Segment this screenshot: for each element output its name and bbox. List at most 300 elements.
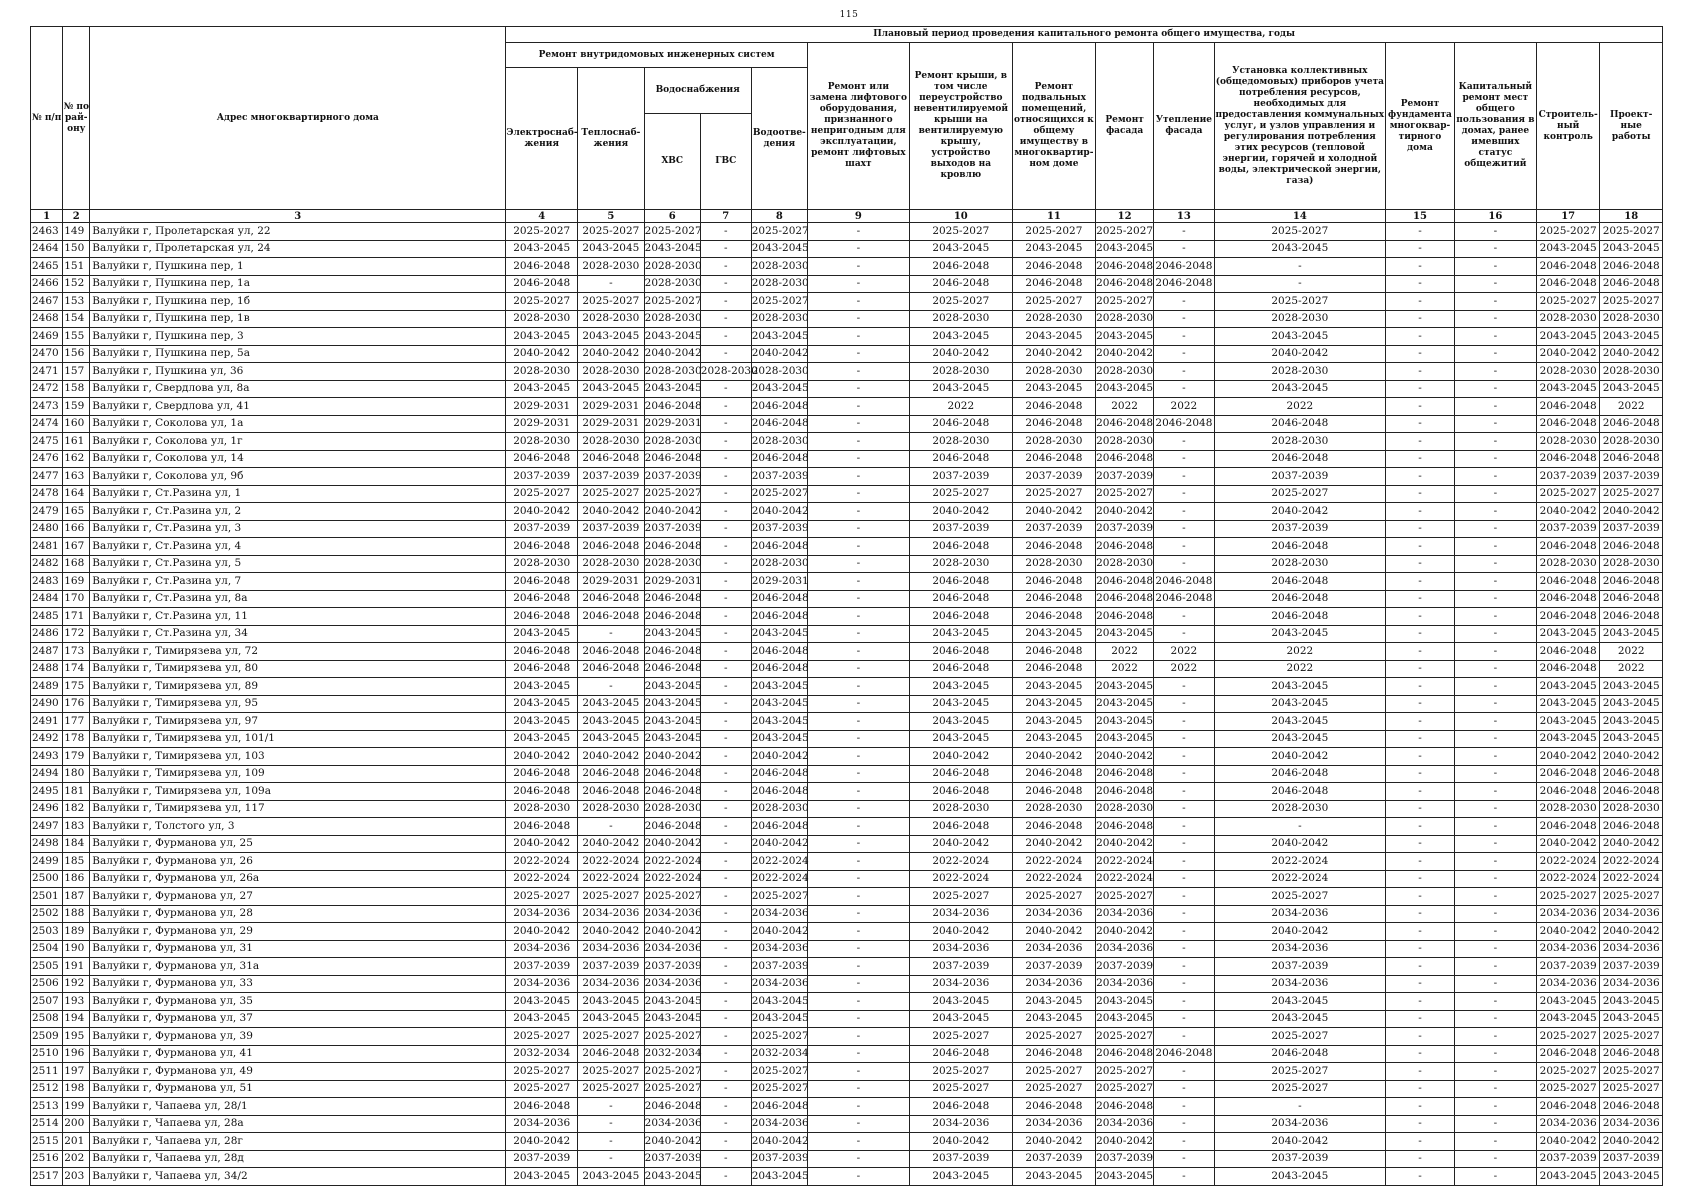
cell-foundation: - [1386,1028,1455,1046]
row-address: Валуйки г, Чапаева ул, 28/1 [90,1098,506,1116]
table-row [31,240,1663,258]
cell-drainage: 2043-2045 [751,713,807,731]
cell-design-works: 2028-2030 [1600,800,1663,818]
cell-meters: - [1214,275,1386,293]
cell-electric: 2034-2036 [506,975,578,993]
cell-facade: 2046-2048 [1096,818,1154,836]
cell-electric: 2025-2027 [506,1080,578,1098]
cell-construction-control: 2043-2045 [1536,1168,1599,1186]
cell-insulation: - [1154,818,1214,836]
cell-insulation: - [1154,870,1214,888]
cell-dormitory: - [1454,415,1536,433]
cell-dormitory: - [1454,310,1536,328]
cell-roof: 2043-2045 [909,625,1012,643]
table-row [31,433,1663,451]
cell-electric: 2046-2048 [506,538,578,556]
cell-insulation: - [1154,905,1214,923]
cell-elevator: - [807,573,909,591]
cell-foundation: - [1386,625,1455,643]
cell-cold-water: 2043-2045 [644,240,700,258]
cell-dormitory: - [1454,223,1536,241]
row-num-pp: 2497 [31,818,63,836]
cell-cold-water: 2046-2048 [644,1098,700,1116]
cell-foundation: - [1386,695,1455,713]
cell-insulation: - [1154,293,1214,311]
row-num-district: 200 [63,1115,90,1133]
table-row [31,870,1663,888]
cell-cold-water: 2029-2031 [644,573,700,591]
header-roof: Ремонт крыши, в том числе переустройство невентилируемой крыши на вентилируемую крышу, устройство выходов на кровлю [909,43,1012,210]
row-address: Валуйки г, Тимирязева ул, 97 [90,713,506,731]
cell-heat: 2022-2024 [578,870,645,888]
row-num-district: 203 [63,1168,90,1186]
cell-insulation: 2046-2048 [1154,590,1214,608]
header-facade: Ремонт фасада [1096,43,1154,210]
header-meters: Установка коллективных (общедомовых) приборов учета потребления ресурсов, необходимых для предоставления коммунальных услуг, и узлов управления и регулирования потребления этих ресурсов (тепловой энергии, горячей и холодной воды, электрической энергии, газа) [1214,43,1386,210]
table-row [31,1133,1663,1151]
row-num-pp: 2469 [31,328,63,346]
cell-design-works: 2046-2048 [1600,818,1663,836]
cell-hot-water: - [700,958,751,976]
table-row [31,468,1663,486]
row-num-pp: 2464 [31,240,63,258]
cell-drainage: 2046-2048 [751,783,807,801]
cell-cold-water: 2043-2045 [644,730,700,748]
cell-dormitory: - [1454,1115,1536,1133]
row-address: Валуйки г, Фурманова ул, 41 [90,1045,506,1063]
cell-electric: 2043-2045 [506,695,578,713]
row-num-district: 201 [63,1133,90,1151]
cell-insulation: - [1154,380,1214,398]
cell-design-works: 2034-2036 [1600,905,1663,923]
table-row [31,538,1663,556]
cell-hot-water: - [700,853,751,871]
row-num-district: 180 [63,765,90,783]
cell-design-works: 2046-2048 [1600,1045,1663,1063]
cell-meters: 2043-2045 [1214,713,1386,731]
cell-heat: 2046-2048 [578,538,645,556]
row-num-pp: 2487 [31,643,63,661]
cell-cold-water: 2046-2048 [644,765,700,783]
cell-electric: 2025-2027 [506,485,578,503]
cell-heat: - [578,1098,645,1116]
cell-cold-water: 2037-2039 [644,468,700,486]
cell-facade: 2025-2027 [1096,1080,1154,1098]
cell-basement: 2025-2027 [1012,485,1095,503]
cell-roof: 2040-2042 [909,748,1012,766]
cell-cold-water: 2043-2045 [644,993,700,1011]
cell-heat: 2025-2027 [578,1080,645,1098]
row-num-pp: 2471 [31,363,63,381]
cell-elevator: - [807,800,909,818]
cell-cold-water: 2034-2036 [644,905,700,923]
cell-insulation: - [1154,608,1214,626]
cell-design-works: 2034-2036 [1600,1115,1663,1133]
cell-electric: 2040-2042 [506,923,578,941]
row-num-pp: 2490 [31,695,63,713]
cell-meters: 2043-2045 [1214,625,1386,643]
row-address: Валуйки г, Тимирязева ул, 101/1 [90,730,506,748]
cell-foundation: - [1386,975,1455,993]
cell-meters: 2022 [1214,660,1386,678]
cell-cold-water: 2040-2042 [644,345,700,363]
cell-drainage: 2034-2036 [751,1115,807,1133]
cell-design-works: 2025-2027 [1600,1063,1663,1081]
cell-meters: 2025-2027 [1214,888,1386,906]
cell-construction-control: 2040-2042 [1536,345,1599,363]
cell-construction-control: 2034-2036 [1536,940,1599,958]
cell-elevator: - [807,555,909,573]
cell-drainage: 2046-2048 [751,398,807,416]
cell-heat: 2034-2036 [578,905,645,923]
cell-drainage: 2040-2042 [751,1133,807,1151]
column-number: 12 [1096,210,1154,223]
cell-foundation: - [1386,328,1455,346]
row-num-district: 153 [63,293,90,311]
row-num-district: 161 [63,433,90,451]
cell-roof: 2040-2042 [909,503,1012,521]
cell-dormitory: - [1454,485,1536,503]
cell-foundation: - [1386,433,1455,451]
cell-roof: 2028-2030 [909,555,1012,573]
cell-construction-control: 2043-2045 [1536,625,1599,643]
cell-basement: 2046-2048 [1012,258,1095,276]
row-address: Валуйки г, Пушкина пер, 1а [90,275,506,293]
cell-design-works: 2040-2042 [1600,1133,1663,1151]
cell-foundation: - [1386,293,1455,311]
cell-roof: 2046-2048 [909,258,1012,276]
cell-dormitory: - [1454,730,1536,748]
cell-elevator: - [807,1063,909,1081]
row-address: Валуйки г, Чапаева ул, 28а [90,1115,506,1133]
cell-design-works: 2046-2048 [1600,1098,1663,1116]
cell-drainage: 2043-2045 [751,328,807,346]
row-num-district: 183 [63,818,90,836]
cell-meters: 2043-2045 [1214,730,1386,748]
cell-hot-water: - [700,573,751,591]
cell-design-works: 2046-2048 [1600,275,1663,293]
cell-foundation: - [1386,398,1455,416]
cell-design-works: 2040-2042 [1600,503,1663,521]
row-num-pp: 2509 [31,1028,63,1046]
row-num-pp: 2514 [31,1115,63,1133]
cell-construction-control: 2046-2048 [1536,450,1599,468]
header-address: Адрес многоквартирного дома [90,27,506,210]
cell-elevator: - [807,888,909,906]
cell-basement: 2034-2036 [1012,940,1095,958]
table-row [31,940,1663,958]
cell-design-works: 2025-2027 [1600,223,1663,241]
cell-drainage: 2046-2048 [751,608,807,626]
table-row [31,555,1663,573]
cell-basement: 2043-2045 [1012,240,1095,258]
header-design-works: Проект-ные работы [1600,43,1663,210]
cell-facade: 2034-2036 [1096,905,1154,923]
row-address: Валуйки г, Ст.Разина ул, 8а [90,590,506,608]
cell-drainage: 2025-2027 [751,888,807,906]
row-num-pp: 2481 [31,538,63,556]
table-row [31,258,1663,276]
row-num-pp: 2465 [31,258,63,276]
row-num-pp: 2493 [31,748,63,766]
cell-meters: 2040-2042 [1214,835,1386,853]
cell-cold-water: 2022-2024 [644,853,700,871]
cell-dormitory: - [1454,1063,1536,1081]
row-num-district: 165 [63,503,90,521]
cell-electric: 2043-2045 [506,993,578,1011]
cell-foundation: - [1386,380,1455,398]
cell-roof: 2028-2030 [909,800,1012,818]
cell-roof: 2025-2027 [909,223,1012,241]
cell-insulation: - [1154,310,1214,328]
cell-elevator: - [807,765,909,783]
cell-basement: 2022-2024 [1012,853,1095,871]
cell-electric: 2043-2045 [506,1010,578,1028]
cell-facade: 2028-2030 [1096,363,1154,381]
cell-electric: 2043-2045 [506,240,578,258]
cell-meters: 2025-2027 [1214,1063,1386,1081]
row-address: Валуйки г, Тимирязева ул, 95 [90,695,506,713]
row-address: Валуйки г, Фурманова ул, 31а [90,958,506,976]
cell-heat: - [578,1115,645,1133]
cell-roof: 2043-2045 [909,713,1012,731]
cell-cold-water: 2034-2036 [644,1115,700,1133]
row-num-district: 164 [63,485,90,503]
cell-drainage: 2037-2039 [751,1150,807,1168]
row-num-pp: 2478 [31,485,63,503]
cell-elevator: - [807,345,909,363]
cell-drainage: 2028-2030 [751,258,807,276]
cell-drainage: 2037-2039 [751,468,807,486]
cell-roof: 2046-2048 [909,275,1012,293]
row-num-district: 185 [63,853,90,871]
cell-foundation: - [1386,905,1455,923]
row-num-district: 156 [63,345,90,363]
cell-drainage: 2046-2048 [751,643,807,661]
cell-roof: 2046-2048 [909,608,1012,626]
cell-dormitory: - [1454,923,1536,941]
cell-foundation: - [1386,1133,1455,1151]
cell-foundation: - [1386,993,1455,1011]
cell-dormitory: - [1454,608,1536,626]
cell-design-works: 2043-2045 [1600,328,1663,346]
cell-facade: 2022-2024 [1096,853,1154,871]
cell-hot-water: - [700,818,751,836]
row-num-district: 178 [63,730,90,748]
cell-roof: 2025-2027 [909,1063,1012,1081]
row-address: Валуйки г, Ст.Разина ул, 2 [90,503,506,521]
cell-foundation: - [1386,503,1455,521]
row-num-pp: 2511 [31,1063,63,1081]
cell-design-works: 2025-2027 [1600,1028,1663,1046]
table-row [31,608,1663,626]
cell-drainage: 2040-2042 [751,923,807,941]
cell-heat: 2043-2045 [578,1010,645,1028]
row-num-pp: 2499 [31,853,63,871]
cell-foundation: - [1386,608,1455,626]
cell-construction-control: 2028-2030 [1536,800,1599,818]
cell-hot-water: - [700,345,751,363]
cell-elevator: - [807,993,909,1011]
cell-roof: 2025-2027 [909,1080,1012,1098]
cell-hot-water: - [700,520,751,538]
cell-heat: 2046-2048 [578,1045,645,1063]
row-address: Валуйки г, Ст.Разина ул, 34 [90,625,506,643]
cell-elevator: - [807,1028,909,1046]
cell-facade: 2034-2036 [1096,1115,1154,1133]
cell-hot-water: - [700,783,751,801]
cell-heat: 2046-2048 [578,608,645,626]
cell-construction-control: 2043-2045 [1536,1010,1599,1028]
cell-insulation: - [1154,1115,1214,1133]
cell-elevator: - [807,415,909,433]
cell-dormitory: - [1454,363,1536,381]
cell-basement: 2043-2045 [1012,695,1095,713]
table-row [31,923,1663,941]
cell-electric: 2046-2048 [506,450,578,468]
cell-design-works: 2046-2048 [1600,538,1663,556]
table-row [31,328,1663,346]
row-num-district: 152 [63,275,90,293]
cell-construction-control: 2037-2039 [1536,520,1599,538]
cell-insulation: 2046-2048 [1154,1045,1214,1063]
row-address: Валуйки г, Ст.Разина ул, 4 [90,538,506,556]
cell-design-works: 2028-2030 [1600,555,1663,573]
cell-construction-control: 2046-2048 [1536,1098,1599,1116]
header-cold-water: ХВС [644,114,700,210]
cell-dormitory: - [1454,538,1536,556]
cell-hot-water: - [700,555,751,573]
cell-design-works: 2046-2048 [1600,415,1663,433]
table-row [31,223,1663,241]
cell-drainage: 2028-2030 [751,363,807,381]
cell-facade: 2022 [1096,643,1154,661]
cell-elevator: - [807,835,909,853]
cell-roof: 2046-2048 [909,590,1012,608]
row-address: Валуйки г, Тимирязева ул, 80 [90,660,506,678]
cell-drainage: 2043-2045 [751,993,807,1011]
row-address: Валуйки г, Пушкина пер, 3 [90,328,506,346]
cell-basement: 2025-2027 [1012,223,1095,241]
cell-construction-control: 2043-2045 [1536,993,1599,1011]
cell-heat: 2028-2030 [578,363,645,381]
row-num-district: 197 [63,1063,90,1081]
cell-foundation: - [1386,835,1455,853]
row-address: Валуйки г, Ст.Разина ул, 7 [90,573,506,591]
cell-basement: 2043-2045 [1012,380,1095,398]
cell-insulation: - [1154,450,1214,468]
row-address: Валуйки г, Ст.Разина ул, 5 [90,555,506,573]
cell-basement: 2046-2048 [1012,818,1095,836]
cell-cold-water: 2034-2036 [644,940,700,958]
cell-elevator: - [807,625,909,643]
cell-basement: 2025-2027 [1012,1080,1095,1098]
row-num-district: 158 [63,380,90,398]
cell-hot-water: - [700,695,751,713]
cell-dormitory: - [1454,818,1536,836]
row-address: Валуйки г, Пушкина пер, 5а [90,345,506,363]
cell-foundation: - [1386,748,1455,766]
cell-drainage: 2043-2045 [751,1168,807,1186]
row-num-district: 172 [63,625,90,643]
cell-design-works: 2028-2030 [1600,310,1663,328]
cell-hot-water: - [700,765,751,783]
cell-elevator: - [807,1098,909,1116]
cell-basement: 2043-2045 [1012,625,1095,643]
cell-roof: 2034-2036 [909,905,1012,923]
cell-insulation: 2046-2048 [1154,573,1214,591]
table-row [31,345,1663,363]
cell-roof: 2046-2048 [909,1098,1012,1116]
table-row [31,713,1663,731]
cell-design-works: 2025-2027 [1600,1080,1663,1098]
cell-foundation: - [1386,345,1455,363]
cell-elevator: - [807,905,909,923]
row-address: Валуйки г, Фурманова ул, 29 [90,923,506,941]
cell-hot-water: - [700,730,751,748]
table-body [31,223,1663,1186]
cell-roof: 2046-2048 [909,765,1012,783]
cell-insulation: - [1154,975,1214,993]
cell-meters: 2043-2045 [1214,328,1386,346]
column-number: 6 [644,210,700,223]
cell-meters: - [1214,1098,1386,1116]
cell-facade: 2037-2039 [1096,1150,1154,1168]
cell-electric: 2032-2034 [506,1045,578,1063]
cell-drainage: 2025-2027 [751,1063,807,1081]
cell-design-works: 2043-2045 [1600,240,1663,258]
cell-basement: 2046-2048 [1012,538,1095,556]
cell-facade: 2046-2048 [1096,765,1154,783]
cell-construction-control: 2025-2027 [1536,293,1599,311]
cell-meters: 2034-2036 [1214,1115,1386,1133]
table-header [31,27,1663,223]
cell-facade: 2025-2027 [1096,1063,1154,1081]
cell-basement: 2046-2048 [1012,573,1095,591]
cell-dormitory: - [1454,380,1536,398]
cell-roof: 2025-2027 [909,293,1012,311]
cell-roof: 2046-2048 [909,415,1012,433]
cell-hot-water: - [700,503,751,521]
column-number: 14 [1214,210,1386,223]
cell-hot-water: - [700,678,751,696]
cell-foundation: - [1386,1063,1455,1081]
row-num-pp: 2488 [31,660,63,678]
cell-meters: 2043-2045 [1214,1010,1386,1028]
cell-hot-water: - [700,643,751,661]
cell-facade: 2028-2030 [1096,310,1154,328]
cell-electric: 2046-2048 [506,783,578,801]
cell-cold-water: 2025-2027 [644,888,700,906]
cell-foundation: - [1386,538,1455,556]
cell-facade: 2028-2030 [1096,800,1154,818]
cell-cold-water: 2028-2030 [644,363,700,381]
cell-drainage: 2025-2027 [751,293,807,311]
table-row [31,590,1663,608]
cell-insulation: - [1154,223,1214,241]
table-row [31,695,1663,713]
cell-electric: 2043-2045 [506,730,578,748]
cell-basement: 2025-2027 [1012,888,1095,906]
cell-basement: 2040-2042 [1012,923,1095,941]
row-num-pp: 2504 [31,940,63,958]
cell-design-works: 2022-2024 [1600,870,1663,888]
cell-hot-water: - [700,1080,751,1098]
cell-facade: 2046-2048 [1096,608,1154,626]
cell-construction-control: 2046-2048 [1536,643,1599,661]
cell-dormitory: - [1454,993,1536,1011]
cell-heat: 2040-2042 [578,748,645,766]
